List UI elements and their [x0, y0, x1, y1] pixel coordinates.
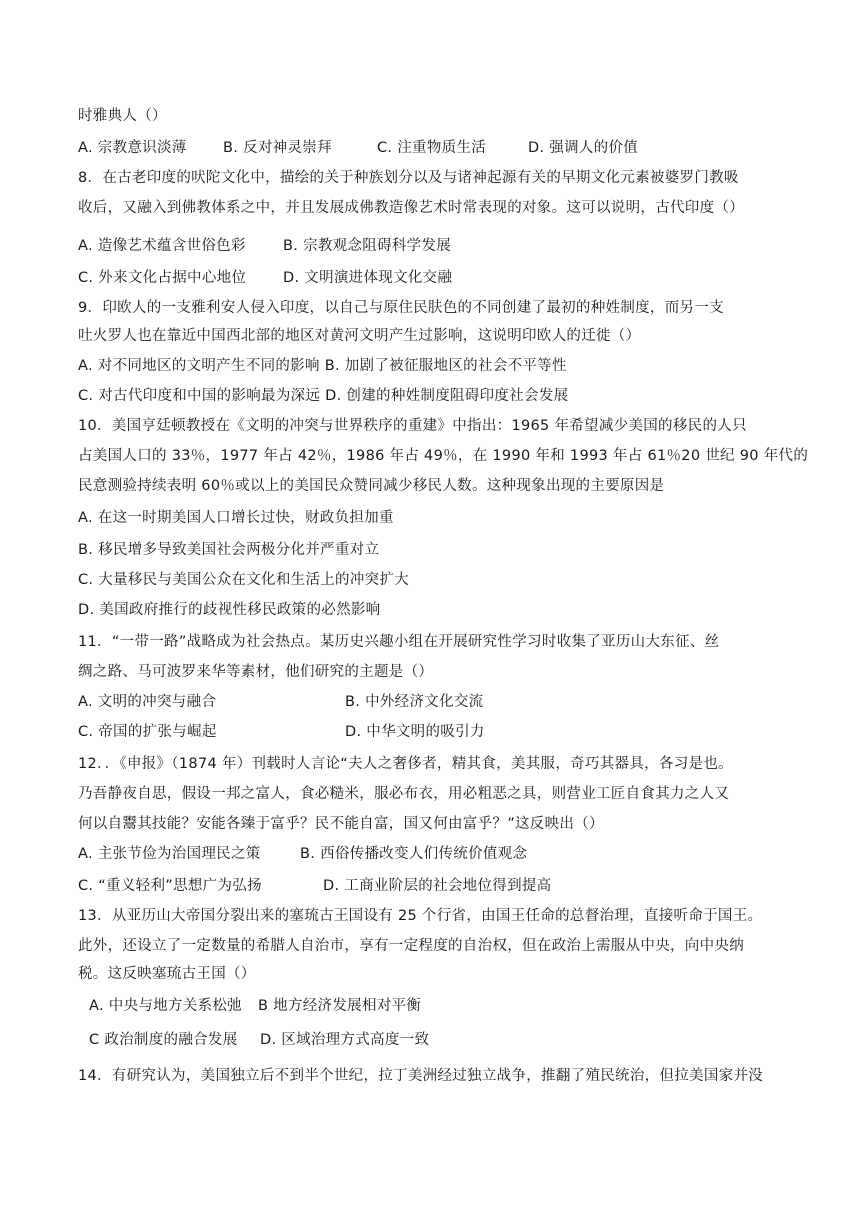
- q13-option-a: A. 中央与地方关系松弛: [89, 998, 242, 1014]
- q11-option-a: A. 文明的冲突与融合: [78, 694, 217, 710]
- q10-stem-line-3: 民意测验持续表明 60％或以上的美国民众赞同减少移民人数。这种现象出现的主要原因是: [78, 478, 665, 494]
- q13-stem-line-3: 税。这反映塞琉古王国（）: [78, 966, 256, 982]
- q11-option-d: D. 中华文明的吸引力: [345, 724, 485, 740]
- q9-options-cd: C. 对古代印度和中国的影响最为深远 D. 创建的种姓制度阻碍印度社会发展: [78, 388, 569, 404]
- q8-option-d: D. 文明演进体现文化交融: [283, 270, 453, 286]
- q10-option-c: C. 大量移民与美国公众在文化和生活上的冲突扩大: [78, 572, 410, 588]
- q13-stem-line-1: 13．从亚历山大帝国分裂出来的塞琉古王国设有 25 个行省，由国王任命的总督治理，直接听命于国王。: [78, 908, 763, 924]
- q8-option-b: B. 宗教观念阻碍科学发展: [283, 238, 452, 254]
- q8-stem-line-2: 收后，又融入到佛教体系之中，并且发展成佛教造像艺术时常表现的对象。这可以说明，古代印度（）: [78, 200, 744, 216]
- q9-options-ab: A. 对不同地区的文明产生不同的影响 B. 加剧了被征服地区的社会不平等性: [78, 358, 567, 374]
- q7-option-b: B. 反对神灵崇拜: [223, 140, 332, 156]
- q12-stem-line-1: 12．．《申报》（1874 年）刊载时人言论“夫人之奢侈者，精其食，美其服，奇巧其器具，各习是也。: [78, 756, 733, 772]
- q13-option-d: D. 区域治理方式高度一致: [260, 1032, 430, 1048]
- q10-stem-line-1: 10．美国亨廷顿教授在《文明的冲突与世界秩序的重建》中指出：1965 年希望减少美国的移民的人只: [78, 418, 747, 434]
- q9-stem-line-1: 9．印欧人的一支雅利安人侵入印度，以自己与原住民肤色的不同创建了最初的种姓制度，而另一支: [78, 300, 724, 316]
- q11-option-b: B. 中外经济文化交流: [345, 694, 484, 710]
- q14-stem-line-1: 14．有研究认为，美国独立后不到半个世纪，拉丁美洲经过独立战争，推翻了殖民统治，但拉美国家并没: [78, 1068, 764, 1084]
- q8-stem-line-1: 8．在古老印度的吠陀文化中，描绘的关于种族划分以及与诸神起源有关的早期文化元素被婆罗门教吸: [78, 170, 739, 186]
- q13-option-c: C 政治制度的融合发展: [89, 1032, 238, 1048]
- q7-option-a: A. 宗教意识淡薄: [78, 140, 187, 156]
- q12-stem-line-3: 何以自鬻其技能？安能各臻于富乎？民不能自富，国又何由富乎？”这反映出（）: [78, 816, 604, 832]
- q11-stem-line-1: 11．“一带一路”战略成为社会热点。某历史兴趣小组在开展研究性学习时收集了亚历山大东征、丝: [78, 634, 720, 650]
- q7-option-c: C. 注重物质生活: [377, 140, 487, 156]
- q13-option-b: B 地方经济发展相对平衡: [258, 998, 422, 1014]
- q7-option-d: D. 强调人的价值: [528, 140, 639, 156]
- q8-option-a: A. 造像艺术蕴含世俗色彩: [78, 238, 246, 254]
- q8-option-c: C. 外来文化占据中心地位: [78, 270, 247, 286]
- q12-option-b: B. 西俗传播改变人们传统价值观念: [300, 846, 528, 862]
- q10-option-b: B. 移民增多导致美国社会两极分化并严重对立: [78, 542, 380, 558]
- q11-option-c: C. 帝国的扩张与崛起: [78, 724, 217, 740]
- q12-option-d: D. 工商业阶层的社会地位得到提高: [323, 878, 552, 894]
- q12-option-c: C. “重义轻利”思想广为弘扬: [78, 878, 262, 894]
- q11-stem-line-2: 绸之路、马可波罗来华等素材，他们研究的主题是（）: [78, 664, 434, 680]
- q10-option-d: D. 美国政府推行的歧视性移民政策的必然影响: [78, 602, 381, 618]
- q12-stem-line-2: 乃吾静夜自思，假设一邦之富人，食必糙米，服必布衣，用必粗恶之具，则营业工匠自食其力之人又: [78, 786, 730, 802]
- q10-option-a: A. 在这一时期美国人口增长过快，财政负担加重: [78, 510, 394, 526]
- q12-option-a: A. 主张节俭为治国理民之策: [78, 846, 261, 862]
- q13-stem-line-2: 此外，还设立了一定数量的希腊人自治市，享有一定程度的自治权，但在政治上需服从中央，向中央纳: [78, 938, 744, 954]
- q10-stem-line-2: 占美国人口的 33％，1977 年占 42％，1986 年占 49％，在 1990 年和 1993 年占 61％20 世纪 90 年代的: [78, 448, 809, 464]
- q7-stem-tail: 时雅典人（）: [78, 108, 167, 124]
- q9-stem-line-2: 吐火罗人也在靠近中国西北部的地区对黄河文明产生过影响，这说明印欧人的迁徙（）: [78, 328, 641, 344]
